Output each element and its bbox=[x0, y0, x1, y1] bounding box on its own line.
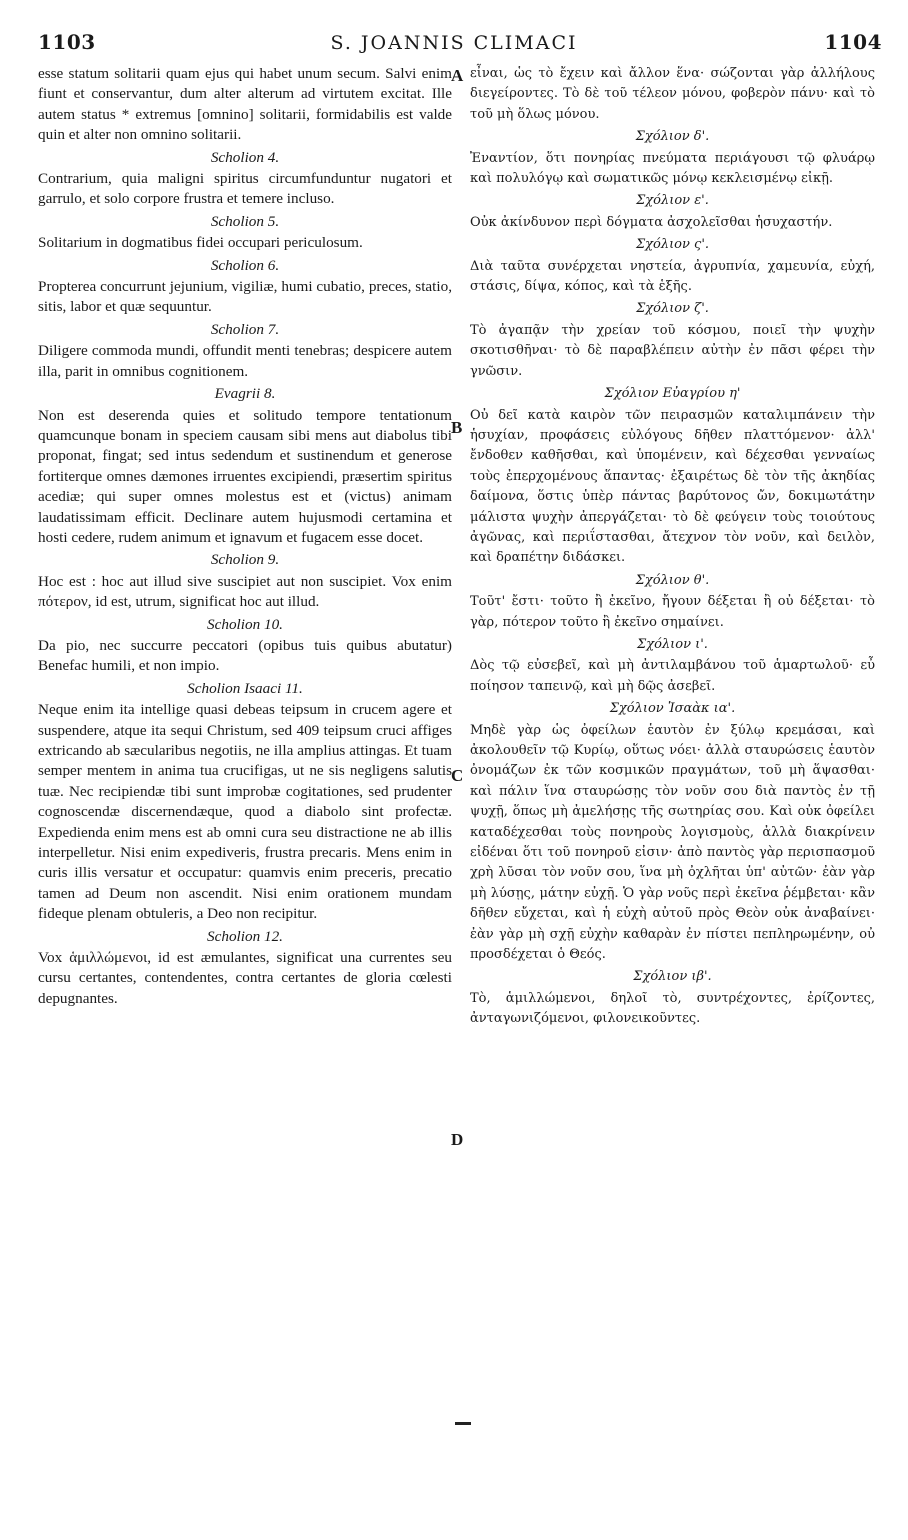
latin-paragraph: Hoc est : hoc aut illud sive suscipiet aut non suscipiet. Vox enim πότερον, id est, utrum, significat hoc aut illud. bbox=[38, 572, 452, 611]
page-number-right: 1104 bbox=[824, 30, 882, 54]
margin-letter-c: C bbox=[451, 766, 464, 785]
footer-rule bbox=[455, 1422, 471, 1425]
greek-scholion-heading: Σχόλιον Εὐαγρίου η' bbox=[604, 386, 741, 402]
latin-scholion-heading: Scholion 5. bbox=[210, 212, 280, 230]
greek-paragraph: Δὸς τῷ εὐσεβεῖ, καὶ μὴ ἀντιλαμβάνου τοῦ ἁμαρτωλοῦ· εὖ ποίησον ταπεινῷ, καὶ μὴ δῷς ἀσεβεῖ. bbox=[470, 658, 875, 694]
page-header bbox=[0, 30, 908, 60]
greek-column bbox=[470, 64, 875, 1030]
greek-paragraph: Ἐναντίον, ὅτι πονηρίας πνεύματα περιάγουσι τῷ φλυάρῳ καὶ πολυλόγῳ καὶ σωματικῶς μόνῳ κεκλεισμένῳ εἰκῇ. bbox=[470, 150, 875, 187]
running-title: S. JOANNIS CLIMACI bbox=[330, 32, 578, 54]
greek-paragraph: Διὰ ταῦτα συνέρχεται νηστεία, ἀγρυπνία, χαμευνία, εὐχή, στάσις, δίψα, κόπος, καὶ τὰ ἑξῆς. bbox=[470, 258, 875, 295]
greek-paragraph: Μηδὲ γὰρ ὡς ὀφείλων ἑαυτὸν ἐν ξύλῳ κρεμάσαι, καὶ ἀκολουθεῖν τῷ Κυρίῳ, οὕτως νόει· ἀλλὰ σταυρώσεις ἑαυτὸν ὀνομάζων ἐκ τῶν κοσμικῶν πραγμάτων, τοῦ μὴ ἅψασθαι· καὶ πάλιν ἵνα σταυρώσῃς τὸν νοῦν σου διὰ παντὸς ἐν τῇ ψυχῇ, ὅπως μὴ ἀμελήσῃς τῆς σωτηρίας σου. Καὶ οὐκ ὀφείλει καταδέχεσθαι τοὺς πονηροὺς λογισμοὺς, ἀλλὰ διακρίνειν εἰδέναι ὅτι τοῦ πονηροῦ εἰσιν· ἀπὸ παντὸς γὰρ περισπασμοῦ χρὴ λῦσαι τὸν νοῦν σου, ἵνα μὴ ὀχλῆται ὑπ' αὐτῶν· ἐὰν γὰρ μὴ λύσῃς, μάτην εὐχῇ. Ὁ γὰρ νοῦς περὶ ἐκεῖνα ῥέμβεται· κἂν δῆθεν εὔχεται, καὶ ἡ εὐχὴ αὐτοῦ πρὸς Θεὸν οὐκ ἀναβαίνει· ἐὰν γὰρ μὴ σχῇ εὐχὴν καθαρὰν ἐν πίστει πεπληρωμένην, οὐ προσδέχεται ὁ Θεός. bbox=[470, 722, 875, 963]
latin-paragraph: Diligere commoda mundi, offundit menti tenebras; despicere autem illa, parit in omnibus cognitionem. bbox=[38, 342, 452, 380]
latin-scholion-heading: Scholion 10. bbox=[207, 615, 283, 633]
latin-paragraph: Propterea concurrunt jejunium, vigiliæ, humi cubatio, preces, statio, sitis, labor et quæ sequuntur. bbox=[38, 278, 452, 316]
latin-scholion-heading: Scholion 7. bbox=[210, 320, 280, 338]
greek-scholion-heading: Σχόλιον ι'. bbox=[637, 636, 708, 652]
greek-scholion-heading: Σχόλιον ε'. bbox=[636, 193, 709, 209]
latin-paragraph: Neque enim ita intellige quasi debeas teipsum in crucem agere et suspendere, atque ita sequi Christum, sed 409 teipsum cruci affiges extricando ab sæcularibus negotiis, ne illa amplius attingas. Et tuam semper mentem in anima tua crucifigas, ut ne sis negligens salutis tuæ. Nec recipiendæ tibi sunt improbæ cogitationes, sed prudenter cognoscendæ discernendæque, quod a diabolo sint profectæ. Expedienda enim mens est ab omni cura seu distractione ne ab illis interpelletur. Nisi enim expediveris, frustra precaris. Mens enim in curis illis versatur et occupatur: quamvis enim preceris, precatio tamen ad Deum non ascendit. Nisi enim orationem mundam fideque plenam obtuleris, a Deo non recipitur. bbox=[38, 701, 452, 923]
latin-column bbox=[38, 64, 452, 1009]
greek-paragraph: Τοῦτ' ἔστι· τοῦτο ἢ ἐκεῖνο, ἤγουν δέξεται ἢ οὐ δέξεται· τὸ γὰρ, πότερον τοῦτο ἢ ἐκεῖνο σημαίνει. bbox=[470, 594, 875, 630]
greek-paragraph: εἶναι, ὡς τὸ ἔχειν καὶ ἄλλον ἕνα· σώζονται γὰρ ἀλλήλους διεγείροντες. Τὸ δὲ τοῦ τέλεον μόνου, φοβερὸν πάνυ· καὶ τὸ τοῦ μὴ ὅλως μόνου. bbox=[470, 66, 875, 122]
latin-scholion-heading: Scholion 4. bbox=[210, 148, 280, 166]
latin-paragraph: Non est deserenda quies et solitudo tempore tentationum quamcunque bonam in speciem causam sibi mens aut diabolus tibi proponat, fingat; sed intus sedendum et sustinendum et generose fortiterque omnes dæmones irruentes excipiendi, præsertim spiritus acediæ; qui super omnes molestus est et (victus) animam laudatissimam efficit. Declinare autem hujusmodi certamina et hosti cedere, rudem animum et ignavum et fugacem esse docet. bbox=[38, 406, 452, 546]
latin-scholion-heading: Scholion 6. bbox=[210, 256, 280, 274]
greek-scholion-heading: Σχόλιον ιβ'. bbox=[633, 969, 712, 985]
latin-paragraph: Contrarium, quia maligni spiritus circumfunduntur nugatori et garrulo, et solo corpore frustra et temere incluso. bbox=[38, 170, 452, 208]
greek-scholion-heading: Σχόλιον ζ'. bbox=[636, 301, 709, 317]
greek-scholion-heading: Σχόλιον θ'. bbox=[635, 572, 710, 588]
latin-paragraph: Vox ἁμιλλώμενοι, id est æmulantes, significat una currentes seu cursu certantes, contendentes, contra certantes de gloria cœlesti depugnantes. bbox=[38, 949, 452, 1007]
greek-scholion-heading: Σχόλιον δ'. bbox=[635, 129, 710, 145]
latin-scholion-heading: Scholion 12. bbox=[207, 927, 283, 945]
greek-paragraph: Οὐ δεῖ κατὰ καιρὸν τῶν πειρασμῶν καταλιμπάνειν τὴν ἡσυχίαν, προφάσεις εὐλόγους δῆθεν πλαττόμενον· ἀλλ' ἔνδοθεν καθῆσθαι, καὶ ὑπομένειν, καὶ δέχεσθαι γενναίως τοὺς ἐπερχομένους ἅπαντας· ἐξαιρέτως δὲ τὸν τῆς ἀκηδίας δαίμονα, ὅστις ὑπὲρ πάντας βαρύτονος ὤν, δοκιμωτάτην μάλιστα ψυχὴν ἀπεργάζεται· τὸ δὲ φεύγειν τοὺς τοιούτους ἀγῶνας, καὶ περιΐστασθαι, ἄτεχνον τὸν νοῦν, καὶ δειλὸν, καὶ δραπέτην διδάσκει. bbox=[470, 407, 875, 566]
latin-paragraph: Da pio, nec succurre peccatori (opibus tuis quibus abutatur) Benefac humili, et non impio. bbox=[38, 636, 452, 675]
latin-scholion-heading: Scholion 9. bbox=[210, 551, 280, 569]
greek-paragraph: Τὸ ἀγαπᾷν τὴν χρείαν τοῦ κόσμου, ποιεῖ τὴν ψυχὴν σκοτισθῆναι· τὸ δὲ παραβλέπειν αὐτὴν ἐν πᾶσι φέρει τὴν γνῶσιν. bbox=[470, 322, 875, 379]
greek-scholion-heading: Σχόλιον Ἰσαὰκ ια'. bbox=[609, 701, 736, 717]
margin-letter-b: B bbox=[451, 418, 463, 437]
latin-scholion-heading: Scholion Isaaci 11. bbox=[187, 679, 303, 697]
greek-paragraph: Οὐκ ἀκίνδυνον περὶ δόγματα ἀσχολεῖσθαι ἡσυχαστήν. bbox=[470, 214, 833, 230]
page-number-left: 1103 bbox=[38, 30, 96, 54]
greek-paragraph: Τὸ, ἁμιλλώμενοι, δηλοῖ τὸ, συντρέχοντες, ἐρίζοντες, ἀνταγωνιζόμενοι, φιλονεικοῦντες. bbox=[470, 990, 875, 1027]
latin-paragraph: Solitarium in dogmatibus fidei occupari periculosum. bbox=[38, 234, 363, 252]
margin-letter-d: D bbox=[451, 1130, 464, 1149]
greek-scholion-heading: Σχόλιον ς'. bbox=[635, 237, 710, 253]
latin-paragraph: esse statum solitarii quam ejus qui habet unum secum. Salvi enim fiunt et conservantur, dum alter alterum ad virtutem excitat. Ille autem status * extremus [omnino] solitarii, formidabilis est valde quin et alter non omnino solitarii. bbox=[38, 65, 452, 144]
latin-scholion-heading: Evagrii 8. bbox=[214, 385, 276, 403]
margin-letter-a: A bbox=[451, 66, 464, 85]
